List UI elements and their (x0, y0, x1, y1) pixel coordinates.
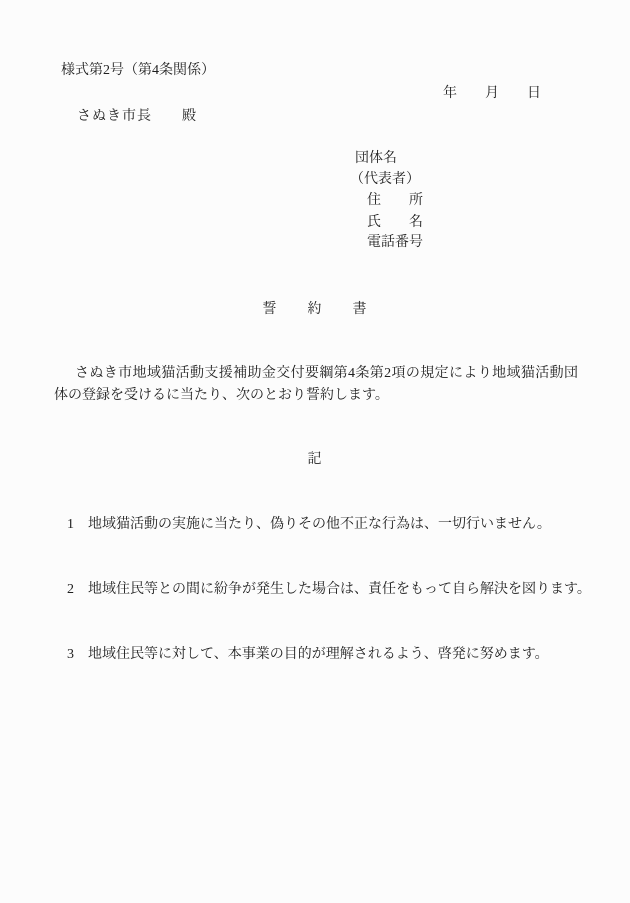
item-text: 地域住民等に対して、本事業の目的が理解されるよう、啓発に努めます。 (88, 647, 549, 662)
addressee-line: さぬき市長 殿 (77, 109, 197, 124)
pledge-item (67, 579, 607, 601)
pledge-item (67, 644, 607, 666)
body-paragraph: さぬき市地域猫活動支援補助金交付要綱第4条第2項の規定により地域猫活動団体の登録を受けるに当たり、次のとおり誓約します。 (54, 366, 578, 403)
date-line: 年 月 日 (443, 86, 541, 101)
pledge-item (67, 514, 607, 536)
org-name-label: 団体名 (355, 151, 397, 166)
address-label: 住 所 (367, 193, 423, 208)
list-heading: 記 (307, 452, 323, 467)
item-number: 2 (67, 582, 74, 597)
representative-label: （代表者） (350, 172, 420, 187)
document-title: 誓 約 書 (262, 302, 368, 317)
form-number: 様式第2号（第4条関係） (61, 63, 215, 78)
item-number: 3 (67, 647, 74, 662)
name-label: 氏 名 (367, 215, 423, 230)
item-text: 地域住民等との間に紛争が発生した場合は、責任をもって自ら解決を図ります。 (88, 582, 591, 597)
item-number: 1 (67, 517, 74, 532)
phone-number-label: 電話番号 (367, 235, 423, 250)
item-text: 地域猫活動の実施に当たり、偽りその他不正な行為は、一切行いません。 (88, 517, 551, 532)
